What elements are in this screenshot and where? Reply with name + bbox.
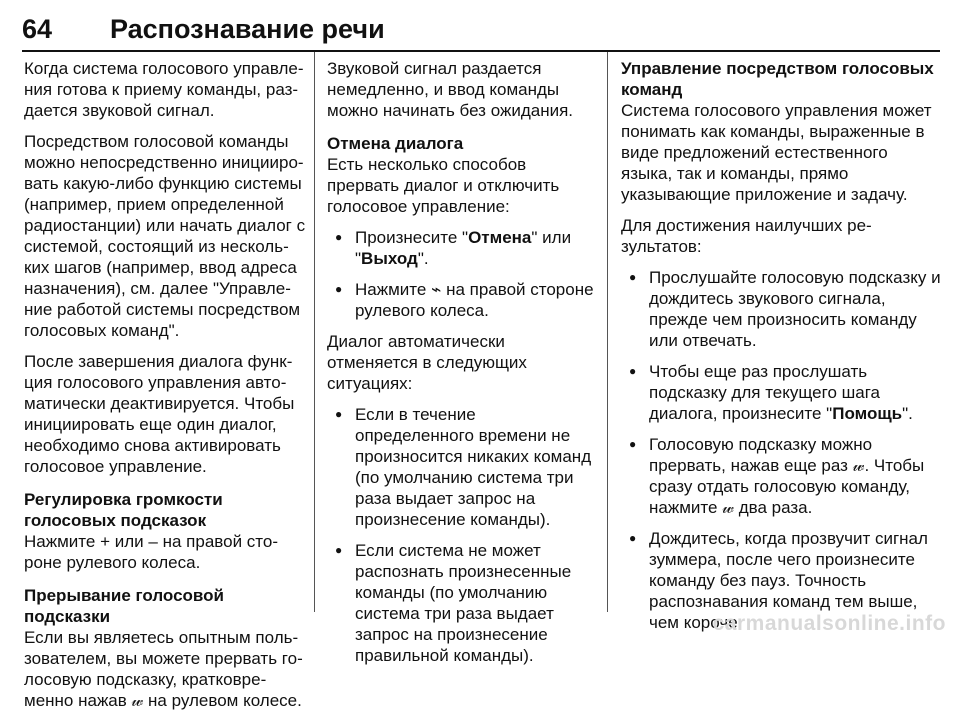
list-item: ● Дождитесь, когда прозвучит сигнал зуммера, после чего произнесите команду без пауз. Точность распознавания команд тем выше, чем короче: [621, 528, 943, 633]
column-divider-2: [607, 52, 608, 612]
voice-button-icon: 𝓌: [722, 498, 734, 517]
section-heading: Регулировка громкости голосовых подсказок: [24, 490, 223, 530]
text: на рулевом колесе.: [148, 691, 302, 710]
section-heading: Управление посредством голосовых команд: [621, 59, 934, 99]
watermark: carmanualsonline.info: [712, 612, 946, 635]
text: Произнесите ": [355, 228, 469, 247]
text: Голосовую подсказку можно прервать, нажав еще раз: [649, 435, 873, 475]
text: два раза.: [738, 498, 813, 517]
text: Нажмите: [24, 532, 96, 551]
voice-button-icon: 𝓌: [131, 691, 144, 710]
hang-up-icon: ⌁: [431, 280, 442, 299]
paragraph: Звуковой сигнал раздается немедленно, и ввод команды можно начинать без ожидания.: [327, 59, 574, 120]
section-heading: Прерывание голосовой подсказки: [24, 586, 224, 626]
bullet-list: [327, 404, 599, 666]
column-divider-1: [314, 52, 315, 612]
command-word: Отмена: [468, 228, 532, 247]
command-word: Выход: [361, 249, 418, 268]
text: " или ": [355, 228, 572, 268]
paragraph: Когда система голосового управления готова к приему команды, раздается звуковой сигнал.: [24, 59, 304, 120]
section-heading: Отмена диалога: [327, 134, 464, 153]
page-title: Распознавание речи: [110, 14, 385, 44]
paragraph: Для достижения наилучших результатов:: [621, 216, 872, 256]
paragraph: Посредством голосовой команды можно непосредственно инициировать какую-либо функцию системы (например, прием определенной радиостанции) или начать диалог с системой, состоящий из нескольких шагов (например, ввод адреса назначения), см. далее "Управление работой системы посредством голосовых команд".: [24, 132, 306, 340]
text: или: [114, 532, 144, 551]
text: Нажмите: [355, 280, 427, 299]
list-item: ● Если в течение определенного времени не произносится никаких команд (по умолчанию система три раза выдает запрос на произнесение команды).: [327, 404, 599, 530]
text: Чтобы еще раз прослушать подсказку для текущего шага диалога, произнесите ": [649, 362, 881, 423]
text: на правой стороне рулевого колеса.: [24, 532, 279, 572]
page-header: [22, 12, 940, 52]
column-2: [327, 58, 599, 676]
text: на правой стороне рулевого колеса.: [355, 280, 594, 320]
paragraph: Диалог автоматически отменяется в следующих ситуациях:: [327, 332, 527, 393]
minus-icon: –: [148, 532, 158, 551]
list-item: [327, 227, 599, 269]
column-1: [24, 58, 306, 721]
plus-icon: +: [100, 532, 111, 551]
voice-button-icon: 𝓌: [852, 456, 865, 475]
text: ".: [902, 404, 913, 423]
paragraph: Система голосового управления может понимать как команды, выраженные в виде предложений естественного языка, так и команды, прямо указывающие приложение и задачу.: [621, 101, 932, 204]
list-item: [327, 279, 599, 321]
paragraph: [24, 627, 306, 711]
text: . Чтобы сразу отдать голосовую команду, нажмите: [649, 456, 925, 517]
paragraph: [24, 531, 306, 573]
text: ".: [417, 249, 429, 268]
command-word: Помощь: [832, 404, 903, 423]
list-item: ● Прослушайте голосовую подсказку и дождитесь звукового сигнала, прежде чем произносить команду или отвечать.: [621, 267, 943, 351]
paragraph: После завершения диалога функция голосового управления автоматически деактивируется. Чтобы инициировать еще один диалог, необходимо снова активировать голосовое управление.: [24, 352, 295, 476]
text: Если вы являетесь опытным пользователем, вы можете прервать голосовую подсказку, кратковременно нажав: [24, 628, 303, 710]
header-rule: [22, 50, 940, 52]
list-item: [621, 361, 943, 424]
column-3: [621, 58, 943, 643]
list-item: [621, 434, 943, 518]
list-item: ● Если система не может распознать произнесенные команды (по умолчанию система три раза выдает запрос на произнесение правильной команды).: [327, 540, 599, 666]
paragraph: Есть несколько способов прервать диалог и отключить голосовое управление:: [327, 155, 560, 216]
bullet-list: [621, 267, 943, 633]
bullet-list: [327, 227, 599, 321]
page-number: 64: [22, 14, 53, 44]
